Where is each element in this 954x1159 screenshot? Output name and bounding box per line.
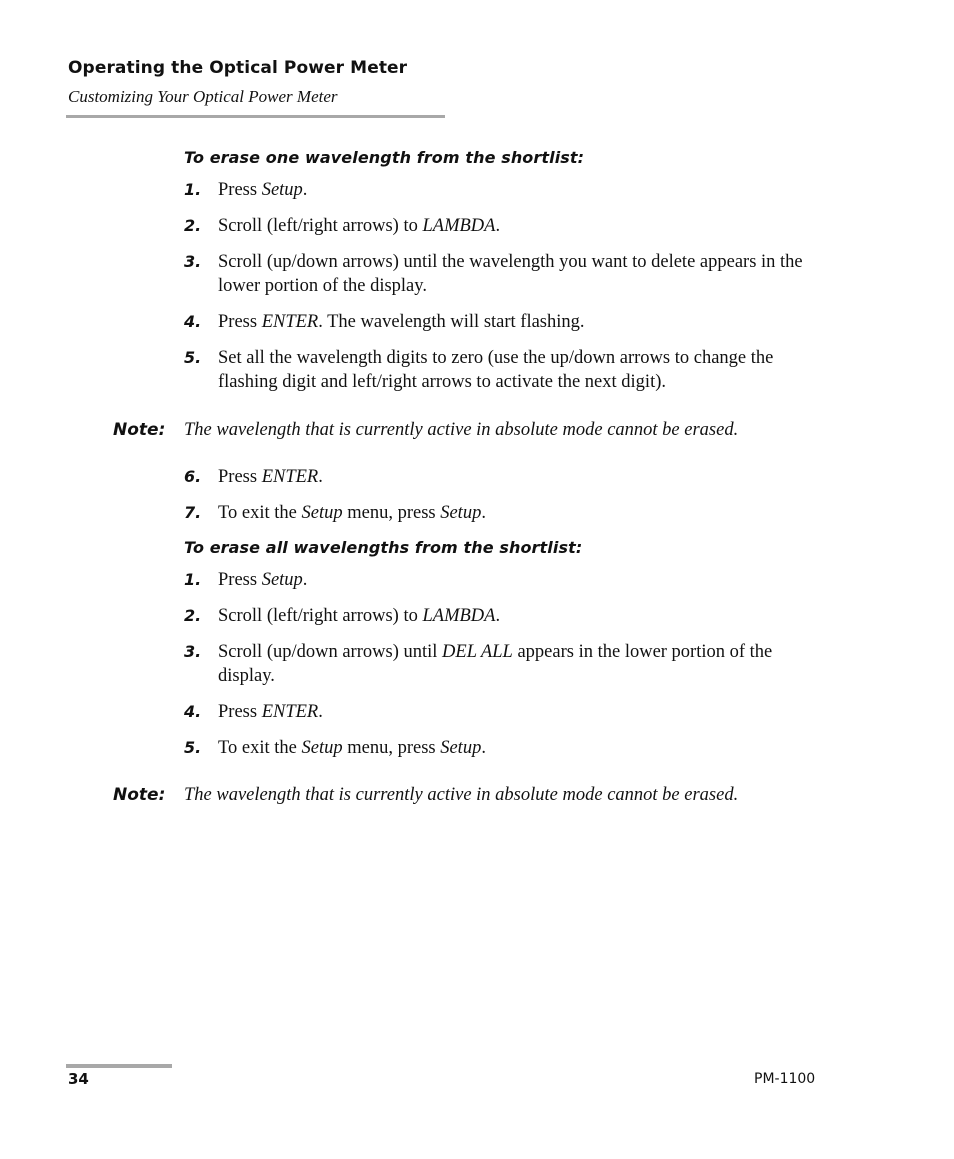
step-text: Press Setup. xyxy=(218,570,308,590)
step-text: Scroll (up/down arrows) until DEL ALL appears in the lower portion of the display. xyxy=(218,642,773,686)
procedure-title-erase-all: To erase all wavelengths from the shortlist: xyxy=(184,538,583,557)
procedure-title-erase-one: To erase one wavelength from the shortlist: xyxy=(184,148,585,167)
step-text: Press ENTER. xyxy=(218,467,323,487)
step-number: 7. xyxy=(184,503,202,522)
step-number: 3. xyxy=(184,642,202,661)
note-text: The wavelength that is currently active in absolute mode cannot be erased. xyxy=(184,785,739,805)
section-title: Customizing Your Optical Power Meter xyxy=(68,87,338,106)
step-number: 3. xyxy=(184,252,202,271)
step-number: 4. xyxy=(184,702,202,721)
step-text: To exit the Setup menu, press Setup. xyxy=(218,738,486,758)
step-text: Scroll (left/right arrows) to LAMBDA. xyxy=(218,216,501,236)
step-text: Scroll (left/right arrows) to LAMBDA. xyxy=(218,606,501,626)
step-text: Press Setup. xyxy=(218,180,308,200)
step-number: 6. xyxy=(184,467,202,486)
step-text: Scroll (up/down arrows) until the wavelength you want to delete appears in the lower portion of the display. xyxy=(218,252,803,296)
step-number: 4. xyxy=(184,312,202,331)
step-number: 2. xyxy=(184,216,202,235)
product-model: PM-1100 xyxy=(754,1071,816,1087)
step-text: Press ENTER. The wavelength will start flashing. xyxy=(218,312,585,332)
chapter-title: Operating the Optical Power Meter xyxy=(68,58,408,78)
step-text: To exit the Setup menu, press Setup. xyxy=(218,503,486,523)
step-number: 5. xyxy=(184,348,202,367)
step-text: Press ENTER. xyxy=(218,702,323,722)
step-number: 1. xyxy=(184,570,202,589)
header-rule xyxy=(66,115,445,118)
note-label: Note: xyxy=(113,785,166,805)
step-number: 1. xyxy=(184,180,202,199)
footer-rule xyxy=(66,1064,172,1068)
note-label: Note: xyxy=(113,420,166,440)
note-text: The wavelength that is currently active in absolute mode cannot be erased. xyxy=(184,420,739,440)
step-text: Set all the wavelength digits to zero (use the up/down arrows to change the flashing digit and left/right arrows to activate the next digit). xyxy=(218,348,774,392)
page-number: 34 xyxy=(68,1070,89,1088)
step-number: 5. xyxy=(184,738,202,757)
step-number: 2. xyxy=(184,606,202,625)
